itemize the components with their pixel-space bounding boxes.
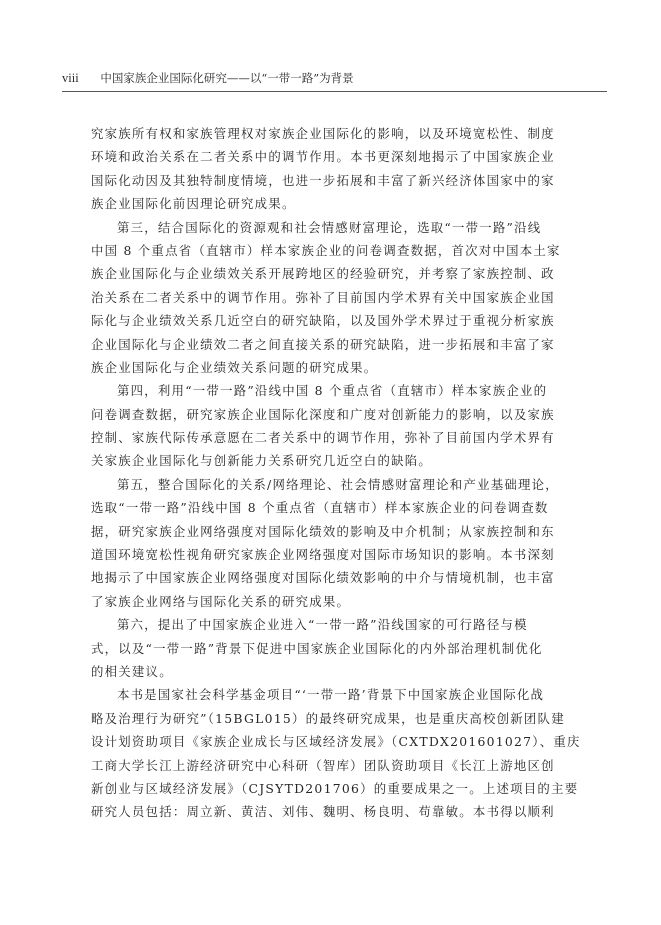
running-header bbox=[62, 70, 354, 86]
text-line: 族企业国际化与企业绩效关系开展跨地区的经验研究，并考察了家族控制、政 bbox=[91, 266, 555, 282]
text-line: 研究人员包括：周立新、黄洁、刘伟、魏明、杨良明、苟靠敏。本书得以顺利 bbox=[91, 804, 555, 820]
text-line: 治关系在二者关系中的调节作用。弥补了目前国内学术界有关中国家族企业国 bbox=[91, 289, 555, 305]
header-rule bbox=[62, 91, 607, 92]
text-line: 控制、家族代际传承意愿在二者关系中的调节作用，弥补了目前国内学术界有 bbox=[91, 430, 555, 446]
paragraph-first-line: 本书是国家社会科学基金项目“‘一带一路’背景下中国家族企业国际化战 bbox=[117, 687, 545, 703]
text-line: 式，以及“一带一路”背景下促进中国家族企业国际化的内外部治理机制优化 bbox=[91, 640, 543, 656]
text-line: 据，研究家族企业网络强度对国际化绩效的影响及中介机制；从家族控制和东 bbox=[91, 523, 555, 539]
text-line: 的相关建议。 bbox=[91, 663, 173, 679]
text-line: 道国环境宽松性视角研究家族企业网络强度对国际市场知识的影响。本书深刻 bbox=[91, 547, 555, 563]
text-line: 了家族企业网络与国际化关系的研究成果。 bbox=[91, 593, 351, 609]
text-line: 工商大学长江上游经济研究中心科研（智库）团队资助项目《长江上游地区创 bbox=[91, 757, 555, 773]
page-number: viii bbox=[62, 71, 79, 85]
text-line: 国际化动因及其独特制度情境，也进一步拓展和丰富了新兴经济体国家中的家 bbox=[91, 172, 555, 188]
text-line: 族企业国际化前因理论研究成果。 bbox=[91, 196, 296, 212]
body-text bbox=[91, 122, 603, 824]
text-line: 关家族企业国际化与创新能力关系研究几近空白的缺陷。 bbox=[91, 453, 433, 469]
text-line: 地揭示了中国家族企业网络强度对国际化绩效影响的中介与情境机制，也丰富 bbox=[91, 570, 555, 586]
text-line: 选取“一带一路”沿线中国 8 个重点省（直辖市）样本家族企业的问卷调查数 bbox=[91, 500, 549, 516]
text-line: 际化与企业绩效关系几近空白的研究缺陷，以及国外学术界过于重视分析家族 bbox=[91, 313, 555, 329]
paragraph-first-line: 第六，提出了中国家族企业进入“一带一路”沿线国家的可行路径与模 bbox=[117, 617, 528, 633]
running-title: 中国家族企业国际化研究——以“一带一路”为背景 bbox=[100, 71, 354, 85]
paragraph-first-line: 第四，利用“一带一路”沿线中国 8 个重点省（直辖市）样本家族企业的 bbox=[117, 383, 548, 399]
text-line: 新创业与区域经济发展》（CJSYTD201706）的重要成果之一。上述项目的主要 bbox=[91, 780, 579, 796]
text-line: 企业国际化与企业绩效二者之间直接关系的研究缺陷，进一步拓展和丰富了家 bbox=[91, 336, 555, 352]
text-line: 中国 8 个重点省（直辖市）样本家族企业的问卷调查数据，首次对中国本土家 bbox=[91, 242, 561, 258]
text-line: 问卷调查数据，研究家族企业国际化深度和广度对创新能力的影响，以及家族 bbox=[91, 406, 555, 422]
paragraph-first-line: 第三，结合国际化的资源观和社会情感财富理论，选取“一带一路”沿线 bbox=[117, 219, 542, 235]
paragraph-first-line: 第五，整合国际化的关系/网络理论、社会情感财富理论和产业基础理论， bbox=[117, 476, 559, 492]
text-line: 设计划资助项目《家族企业成长与区域经济发展》（CXTDX201601027）、重庆 bbox=[91, 734, 581, 750]
text-line: 略及治理行为研究”（15BGL015）的最终研究成果，也是重庆高校创新团队建 bbox=[91, 710, 565, 726]
text-line: 究家族所有权和家族管理权对家族企业国际化的影响，以及环境宽松性、制度 bbox=[91, 126, 555, 141]
text-line: 环境和政治关系在二者关系中的调节作用。本书更深刻地揭示了中国家族企业 bbox=[91, 149, 555, 165]
text-line: 族企业国际化与企业绩效关系问题的研究成果。 bbox=[91, 359, 378, 375]
